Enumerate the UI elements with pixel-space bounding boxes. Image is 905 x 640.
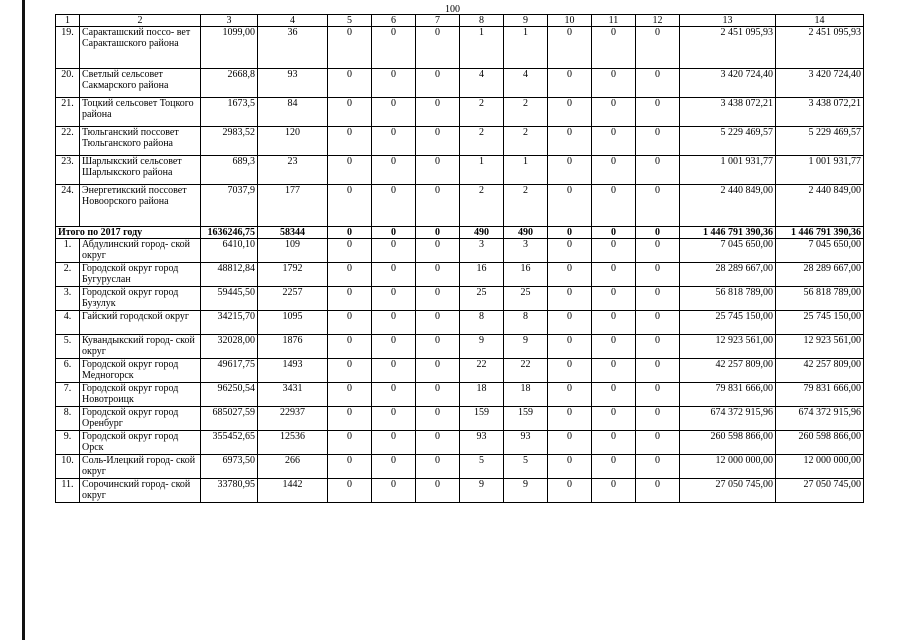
table-cell: 0 xyxy=(592,263,636,287)
table-cell: 25 xyxy=(460,287,504,311)
municipality-name: Гайский городской округ xyxy=(80,311,201,335)
table-row xyxy=(56,335,864,359)
table-cell: 0 xyxy=(416,239,460,263)
table-cell: 12536 xyxy=(258,431,328,455)
table-row xyxy=(56,287,864,311)
table-cell: 0 xyxy=(636,479,680,503)
municipality-name: Тоцкий сельсовет Тоцкого района xyxy=(80,98,201,127)
table-cell: 4 xyxy=(460,69,504,98)
table-cell: 1792 xyxy=(258,263,328,287)
table-cell: 0 xyxy=(416,127,460,156)
total-cell: 490 xyxy=(504,227,548,239)
table-cell: 59445,50 xyxy=(201,287,258,311)
table-cell: 18 xyxy=(504,383,548,407)
table-cell: 0 xyxy=(636,407,680,431)
column-header: 10 xyxy=(548,15,592,27)
table-cell: 0 xyxy=(636,156,680,185)
table-cell: 1 xyxy=(504,27,548,69)
table-cell: 3 xyxy=(460,239,504,263)
table-cell: 1 xyxy=(460,27,504,69)
table-cell: 0 xyxy=(548,359,592,383)
table-cell: 109 xyxy=(258,239,328,263)
table-cell: 0 xyxy=(328,359,372,383)
table-cell: 0 xyxy=(592,156,636,185)
table-cell: 0 xyxy=(372,287,416,311)
total-cell: 0 xyxy=(328,227,372,239)
row-number: 9. xyxy=(56,431,80,455)
table-cell: 0 xyxy=(416,311,460,335)
table-cell: 1 xyxy=(504,156,548,185)
table-cell: 355452,65 xyxy=(201,431,258,455)
table-cell: 0 xyxy=(328,263,372,287)
table-cell: 0 xyxy=(372,479,416,503)
municipality-name: Энергетикский поссовет Новоорского района xyxy=(80,185,201,227)
table-cell: 0 xyxy=(636,127,680,156)
table-cell: 16 xyxy=(460,263,504,287)
table-row xyxy=(56,27,864,69)
table-cell: 1 xyxy=(460,156,504,185)
municipality-name: Тюльганский поссовет Тюльганского района xyxy=(80,127,201,156)
table-row xyxy=(56,239,864,263)
table-cell: 0 xyxy=(592,359,636,383)
table-cell: 0 xyxy=(328,185,372,227)
table-cell: 0 xyxy=(548,263,592,287)
table-cell: 0 xyxy=(548,455,592,479)
table-cell: 0 xyxy=(416,335,460,359)
table-cell: 2983,52 xyxy=(201,127,258,156)
table-cell: 0 xyxy=(328,239,372,263)
table-cell: 0 xyxy=(372,407,416,431)
table-row xyxy=(56,69,864,98)
table-cell: 0 xyxy=(592,239,636,263)
binding-line xyxy=(22,0,25,640)
row-number: 1. xyxy=(56,239,80,263)
total-label: Итого по 2017 году xyxy=(56,227,201,239)
table-cell: 84 xyxy=(258,98,328,127)
table-cell: 12 923 561,00 xyxy=(776,335,864,359)
table-cell: 2 xyxy=(504,127,548,156)
table-cell: 0 xyxy=(592,98,636,127)
table-cell: 56 818 789,00 xyxy=(680,287,776,311)
table-cell: 5 xyxy=(504,455,548,479)
table-cell: 12 000 000,00 xyxy=(680,455,776,479)
row-number: 23. xyxy=(56,156,80,185)
column-header: 11 xyxy=(592,15,636,27)
column-header: 7 xyxy=(416,15,460,27)
table-cell: 0 xyxy=(636,311,680,335)
table-cell: 0 xyxy=(416,185,460,227)
total-row xyxy=(56,227,864,239)
table-cell: 0 xyxy=(636,359,680,383)
table-cell: 0 xyxy=(328,69,372,98)
table-cell: 42 257 809,00 xyxy=(776,359,864,383)
table-cell: 0 xyxy=(636,455,680,479)
municipality-name: Городской округ город Бузулук xyxy=(80,287,201,311)
table-cell: 0 xyxy=(636,27,680,69)
table-cell: 2 xyxy=(460,185,504,227)
table-cell: 4 xyxy=(504,69,548,98)
table-cell: 0 xyxy=(592,335,636,359)
column-header: 5 xyxy=(328,15,372,27)
table-cell: 2 451 095,93 xyxy=(776,27,864,69)
municipality-name: Соль-Илецкий город- ской округ xyxy=(80,455,201,479)
table-cell: 0 xyxy=(636,287,680,311)
table-cell: 0 xyxy=(548,383,592,407)
table-cell: 0 xyxy=(592,383,636,407)
row-number: 5. xyxy=(56,335,80,359)
column-header: 2 xyxy=(80,15,201,27)
column-header: 13 xyxy=(680,15,776,27)
table-row xyxy=(56,98,864,127)
table-cell: 9 xyxy=(460,479,504,503)
table-cell: 0 xyxy=(328,407,372,431)
table-cell: 0 xyxy=(548,311,592,335)
table-cell: 0 xyxy=(416,98,460,127)
column-header: 3 xyxy=(201,15,258,27)
table-cell: 0 xyxy=(592,455,636,479)
table-cell: 0 xyxy=(548,27,592,69)
data-table xyxy=(55,14,864,503)
table-cell: 674 372 915,96 xyxy=(776,407,864,431)
row-number: 4. xyxy=(56,311,80,335)
municipality-name: Светлый сельсовет Сакмарского района xyxy=(80,69,201,98)
table-cell: 0 xyxy=(548,407,592,431)
table-cell: 0 xyxy=(636,69,680,98)
table-cell: 0 xyxy=(372,383,416,407)
table-cell: 2 xyxy=(504,98,548,127)
table-cell: 3 420 724,40 xyxy=(776,69,864,98)
table-cell: 0 xyxy=(548,156,592,185)
column-header: 9 xyxy=(504,15,548,27)
municipality-name: Саракташский поссо- вет Саракташского района xyxy=(80,27,201,69)
table-cell: 685027,59 xyxy=(201,407,258,431)
total-cell: 0 xyxy=(548,227,592,239)
total-cell: 0 xyxy=(416,227,460,239)
table-cell: 0 xyxy=(548,239,592,263)
table-cell: 0 xyxy=(372,311,416,335)
table-cell: 0 xyxy=(636,263,680,287)
table-cell: 1095 xyxy=(258,311,328,335)
table-cell: 0 xyxy=(372,239,416,263)
table-cell: 27 050 745,00 xyxy=(776,479,864,503)
table-cell: 266 xyxy=(258,455,328,479)
table-cell: 79 831 666,00 xyxy=(680,383,776,407)
table-cell: 3 438 072,21 xyxy=(776,98,864,127)
municipality-name: Городской округ город Бугуруслан xyxy=(80,263,201,287)
table-cell: 0 xyxy=(416,69,460,98)
municipality-name: Городской округ город Оренбург xyxy=(80,407,201,431)
table-cell: 2257 xyxy=(258,287,328,311)
table-row xyxy=(56,479,864,503)
table-cell: 2 xyxy=(504,185,548,227)
table-cell: 0 xyxy=(328,287,372,311)
municipality-name: Городской округ город Орск xyxy=(80,431,201,455)
table-cell: 0 xyxy=(636,383,680,407)
table-cell: 0 xyxy=(636,335,680,359)
total-cell: 490 xyxy=(460,227,504,239)
table-cell: 2 451 095,93 xyxy=(680,27,776,69)
table-cell: 93 xyxy=(460,431,504,455)
table-row xyxy=(56,359,864,383)
municipality-name: Абдулинский город- ской округ xyxy=(80,239,201,263)
table-cell: 674 372 915,96 xyxy=(680,407,776,431)
table-cell: 0 xyxy=(372,27,416,69)
page-number: 100 xyxy=(445,4,460,15)
table-cell: 33780,95 xyxy=(201,479,258,503)
row-number: 10. xyxy=(56,455,80,479)
table-cell: 0 xyxy=(372,98,416,127)
row-number: 24. xyxy=(56,185,80,227)
table-cell: 2 440 849,00 xyxy=(680,185,776,227)
table-cell: 12 000 000,00 xyxy=(776,455,864,479)
table-cell: 0 xyxy=(636,239,680,263)
table-cell: 0 xyxy=(372,359,416,383)
table-cell: 28 289 667,00 xyxy=(776,263,864,287)
table-cell: 0 xyxy=(416,383,460,407)
table-cell: 0 xyxy=(636,98,680,127)
table-cell: 0 xyxy=(416,455,460,479)
table-cell: 8 xyxy=(504,311,548,335)
table-cell: 22 xyxy=(460,359,504,383)
row-number: 22. xyxy=(56,127,80,156)
table-cell: 36 xyxy=(258,27,328,69)
table-cell: 120 xyxy=(258,127,328,156)
table-cell: 0 xyxy=(548,98,592,127)
table-cell: 0 xyxy=(592,185,636,227)
table-cell: 159 xyxy=(504,407,548,431)
table-cell: 3 420 724,40 xyxy=(680,69,776,98)
table-cell: 6410,10 xyxy=(201,239,258,263)
table-cell: 0 xyxy=(416,479,460,503)
table-cell: 0 xyxy=(592,407,636,431)
table-cell: 0 xyxy=(328,156,372,185)
table-cell: 0 xyxy=(328,431,372,455)
column-header: 1 xyxy=(56,15,80,27)
municipality-name: Шарлыкский сельсовет Шарлыкского района xyxy=(80,156,201,185)
table-cell: 0 xyxy=(372,431,416,455)
total-cell: 58344 xyxy=(258,227,328,239)
table-cell: 0 xyxy=(592,27,636,69)
table-cell: 1493 xyxy=(258,359,328,383)
row-number: 19. xyxy=(56,27,80,69)
table-cell: 0 xyxy=(416,407,460,431)
table-cell: 2668,8 xyxy=(201,69,258,98)
table-cell: 0 xyxy=(548,69,592,98)
table-cell: 177 xyxy=(258,185,328,227)
table-cell: 1099,00 xyxy=(201,27,258,69)
municipality-name: Городской округ город Новотроицк xyxy=(80,383,201,407)
table-cell: 0 xyxy=(636,431,680,455)
table-cell: 260 598 866,00 xyxy=(680,431,776,455)
table-cell: 0 xyxy=(416,263,460,287)
table-cell: 0 xyxy=(372,127,416,156)
table-cell: 0 xyxy=(592,431,636,455)
table-cell: 0 xyxy=(416,431,460,455)
table-cell: 49617,75 xyxy=(201,359,258,383)
table-cell: 3 xyxy=(504,239,548,263)
table-row xyxy=(56,431,864,455)
table-cell: 0 xyxy=(328,311,372,335)
row-number: 2. xyxy=(56,263,80,287)
total-cell: 0 xyxy=(372,227,416,239)
municipality-name: Кувандыкский город- ской округ xyxy=(80,335,201,359)
table-row xyxy=(56,311,864,335)
table-cell: 0 xyxy=(548,431,592,455)
table-cell: 0 xyxy=(592,127,636,156)
data-table-wrapper xyxy=(55,14,864,503)
table-cell: 12 923 561,00 xyxy=(680,335,776,359)
column-header: 6 xyxy=(372,15,416,27)
table-cell: 0 xyxy=(548,287,592,311)
table-row xyxy=(56,383,864,407)
table-row xyxy=(56,127,864,156)
table-cell: 9 xyxy=(504,335,548,359)
table-cell: 260 598 866,00 xyxy=(776,431,864,455)
table-cell: 22937 xyxy=(258,407,328,431)
table-cell: 25 745 150,00 xyxy=(680,311,776,335)
total-cell: 1 446 791 390,36 xyxy=(776,227,864,239)
table-cell: 0 xyxy=(328,479,372,503)
table-cell: 0 xyxy=(372,185,416,227)
table-cell: 0 xyxy=(372,156,416,185)
table-cell: 0 xyxy=(328,27,372,69)
table-cell: 6973,50 xyxy=(201,455,258,479)
table-cell: 7037,9 xyxy=(201,185,258,227)
table-cell: 0 xyxy=(372,69,416,98)
table-cell: 93 xyxy=(258,69,328,98)
table-cell: 56 818 789,00 xyxy=(776,287,864,311)
table-cell: 7 045 650,00 xyxy=(776,239,864,263)
table-cell: 16 xyxy=(504,263,548,287)
municipality-name: Сорочинский город- ской округ xyxy=(80,479,201,503)
table-cell: 0 xyxy=(328,335,372,359)
table-cell: 18 xyxy=(460,383,504,407)
table-cell: 27 050 745,00 xyxy=(680,479,776,503)
table-cell: 0 xyxy=(372,263,416,287)
table-cell: 0 xyxy=(328,98,372,127)
table-cell: 159 xyxy=(460,407,504,431)
row-number: 7. xyxy=(56,383,80,407)
table-cell: 0 xyxy=(416,287,460,311)
column-header: 8 xyxy=(460,15,504,27)
table-cell: 3431 xyxy=(258,383,328,407)
table-cell: 5 xyxy=(460,455,504,479)
table-cell: 2 xyxy=(460,98,504,127)
table-cell: 7 045 650,00 xyxy=(680,239,776,263)
table-cell: 1876 xyxy=(258,335,328,359)
table-cell: 25 xyxy=(504,287,548,311)
total-cell: 1636246,75 xyxy=(201,227,258,239)
table-cell: 79 831 666,00 xyxy=(776,383,864,407)
table-cell: 0 xyxy=(328,383,372,407)
table-cell: 0 xyxy=(636,185,680,227)
table-cell: 1673,5 xyxy=(201,98,258,127)
table-cell: 25 745 150,00 xyxy=(776,311,864,335)
table-cell: 3 438 072,21 xyxy=(680,98,776,127)
table-cell: 42 257 809,00 xyxy=(680,359,776,383)
row-number: 8. xyxy=(56,407,80,431)
table-cell: 28 289 667,00 xyxy=(680,263,776,287)
table-cell: 0 xyxy=(592,287,636,311)
row-number: 21. xyxy=(56,98,80,127)
table-cell: 1442 xyxy=(258,479,328,503)
table-row xyxy=(56,263,864,287)
table-cell: 5 229 469,57 xyxy=(776,127,864,156)
total-cell: 1 446 791 390,36 xyxy=(680,227,776,239)
table-cell: 2 xyxy=(460,127,504,156)
column-header: 4 xyxy=(258,15,328,27)
table-cell: 0 xyxy=(548,335,592,359)
table-cell: 0 xyxy=(416,156,460,185)
table-cell: 0 xyxy=(592,311,636,335)
table-cell: 0 xyxy=(592,69,636,98)
table-cell: 0 xyxy=(372,335,416,359)
table-section-next xyxy=(56,239,864,503)
table-cell: 0 xyxy=(416,359,460,383)
table-cell: 2 440 849,00 xyxy=(776,185,864,227)
table-cell: 32028,00 xyxy=(201,335,258,359)
table-row xyxy=(56,185,864,227)
table-cell: 9 xyxy=(460,335,504,359)
table-cell: 48812,84 xyxy=(201,263,258,287)
table-row xyxy=(56,455,864,479)
table-row xyxy=(56,407,864,431)
table-cell: 5 229 469,57 xyxy=(680,127,776,156)
table-cell: 0 xyxy=(548,185,592,227)
column-header: 14 xyxy=(776,15,864,27)
total-cell: 0 xyxy=(592,227,636,239)
column-header: 12 xyxy=(636,15,680,27)
table-cell: 0 xyxy=(592,479,636,503)
table-cell: 689,3 xyxy=(201,156,258,185)
table-cell: 93 xyxy=(504,431,548,455)
row-number: 20. xyxy=(56,69,80,98)
table-cell: 96250,54 xyxy=(201,383,258,407)
row-number: 3. xyxy=(56,287,80,311)
table-cell: 1 001 931,77 xyxy=(680,156,776,185)
table-cell: 34215,70 xyxy=(201,311,258,335)
table-cell: 0 xyxy=(372,455,416,479)
table-cell: 0 xyxy=(548,127,592,156)
table-cell: 8 xyxy=(460,311,504,335)
table-cell: 9 xyxy=(504,479,548,503)
table-cell: 22 xyxy=(504,359,548,383)
table-cell: 1 001 931,77 xyxy=(776,156,864,185)
table-cell: 0 xyxy=(328,455,372,479)
row-number: 11. xyxy=(56,479,80,503)
table-section-2017 xyxy=(56,27,864,227)
header-row xyxy=(56,15,864,27)
row-number: 6. xyxy=(56,359,80,383)
table-row xyxy=(56,156,864,185)
table-cell: 0 xyxy=(328,127,372,156)
municipality-name: Городской округ город Медногорск xyxy=(80,359,201,383)
total-cell: 0 xyxy=(636,227,680,239)
table-cell: 23 xyxy=(258,156,328,185)
table-cell: 0 xyxy=(548,479,592,503)
table-cell: 0 xyxy=(416,27,460,69)
